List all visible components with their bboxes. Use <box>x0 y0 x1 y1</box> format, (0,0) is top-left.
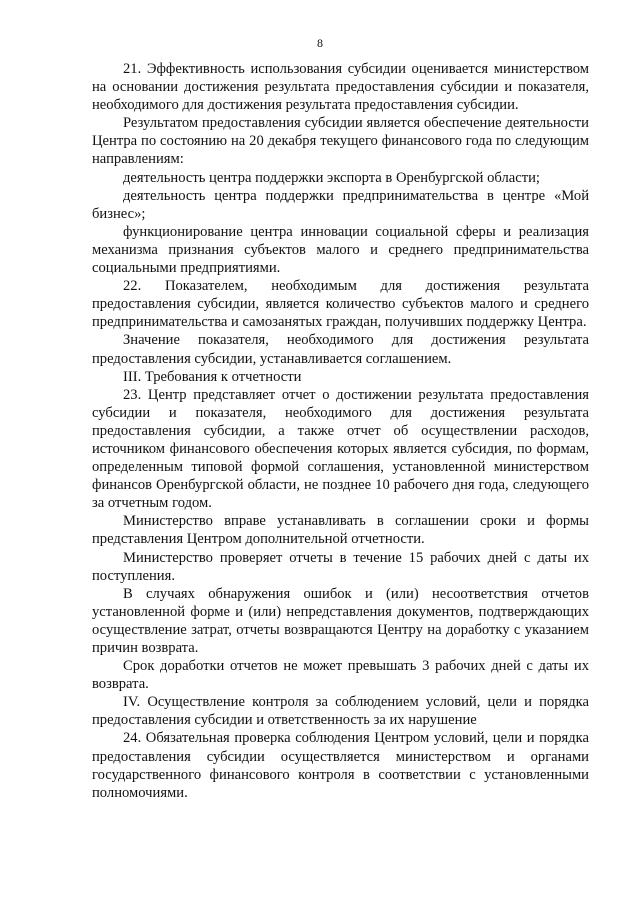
section-heading-4: IV. Осуществление контроля за соблюдением условий, цели и порядка предоставления субсидии и ответственность за их нарушение <box>92 694 589 729</box>
paragraph-21: 21. Эффективность использования субсидии оценивается министерством на основании достижения результата предоставления субсидии и показателя, необходимого для достижения результата предоставления субсидии. <box>92 61 589 114</box>
paragraph-direction-export: деятельность центра поддержки экспорта в Оренбургской области; <box>123 169 540 186</box>
paragraph-additional-reporting: Министерство вправе устанавливать в соглашении сроки и формы представления Центром дополнительной отчетности. <box>92 513 589 548</box>
paragraph-24: 24. Обязательная проверка соблюдения Центром условий, цели и порядка предоставления субсидии осуществляется министерством и органами государственного финансового контроля в соответствии с установленными полномочиями. <box>92 730 589 801</box>
paragraph-23: 23. Центр представляет отчет о достижении результата предоставления субсидии и показателя, необходимого для достижения результата предоставления субсидии, а также отчет об осуществлении расходов, источником финансового обеспечения которых является субсидия, по формам, определенным типовой формой соглашения, установленной министерством финансов Оренбургской области, не позднее 10 рабочего дня года, следующего за отчетным годом. <box>92 386 589 512</box>
section-heading-3: III. Требования к отчетности <box>123 368 302 385</box>
paragraph-check-period: Министерство проверяет отчеты в течение 15 рабочих дней с даты их поступления. <box>92 549 589 584</box>
paragraph-rework-period: Срок доработки отчетов не может превышать 3 рабочих дней с даты их возврата. <box>92 658 589 693</box>
page-number: 8 <box>317 36 323 50</box>
paragraph-direction-business: деятельность центра поддержки предпринимательства в центре «Мой бизнес»; <box>92 187 589 222</box>
document-body <box>92 60 589 802</box>
paragraph-22: 22. Показателем, необходимым для достижения результата предоставления субсидии, является количество субъектов малого и среднего предпринимательства и самозанятых граждан, получивших поддержку Центра. <box>92 278 589 331</box>
paragraph-result: Результатом предоставления субсидии является обеспечение деятельности Центра по состоянию на 20 декабря текущего финансового года по следующим направлениям: <box>92 115 589 168</box>
paragraph-errors: В случаях обнаружения ошибок и (или) несоответствия отчетов установленной форме и (или) непредставления документов, подтверждающих осуществление затрат, отчеты возвращаются Центру на доработку с указанием причин возврата. <box>92 585 589 656</box>
paragraph-direction-innovation: функционирование центра инновации социальной сферы и реализация механизма признания субъектов малого и среднего предпринимательства социальными предприятиями. <box>92 223 589 277</box>
paragraph-indicator-value: Значение показателя, необходимого для достижения результата предоставления субсидии, устанавливается соглашением. <box>92 332 589 367</box>
